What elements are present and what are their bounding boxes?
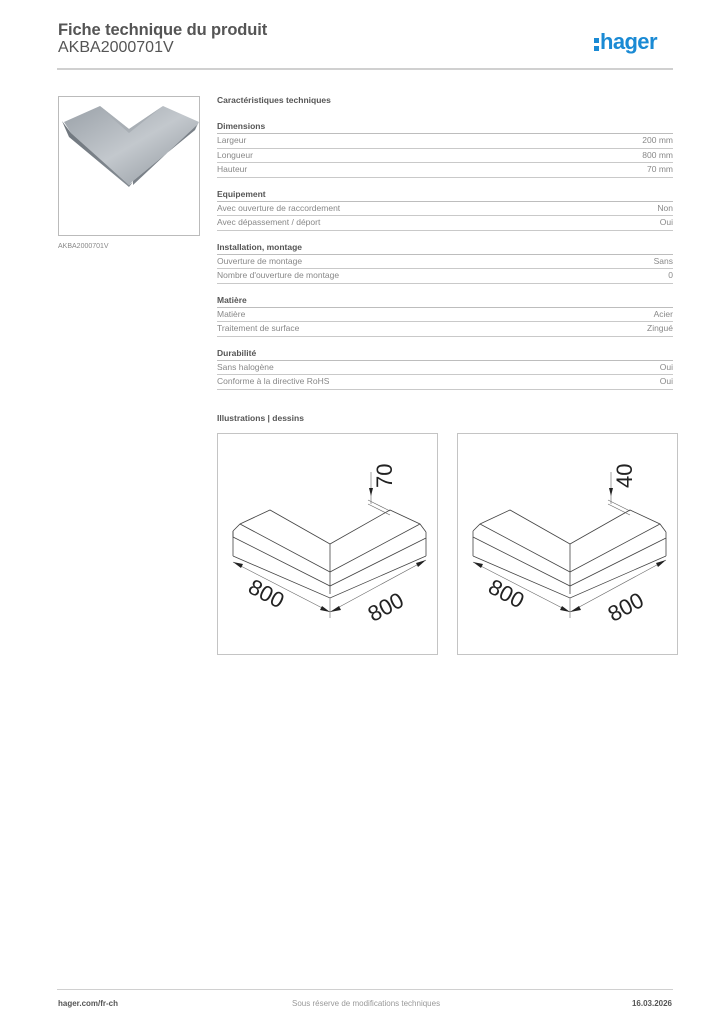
spec-row <box>217 149 673 164</box>
technical-drawing-2 <box>457 433 678 655</box>
section-title: Equipement <box>217 189 673 202</box>
spec-label: Nombre d'ouverture de montage <box>217 270 340 280</box>
corner-cover-image-icon <box>59 97 199 235</box>
spec-label: Matière <box>217 308 246 319</box>
footer-divider <box>57 989 673 990</box>
technical-drawing-1 <box>217 433 438 655</box>
spec-value: 70 mm <box>647 164 673 174</box>
corner-drawing-icon <box>458 434 679 656</box>
spec-label: Avec dépassement / déport <box>217 217 321 227</box>
height-dimension-label: 40 <box>612 463 637 488</box>
section-title: Installation, montage <box>217 242 673 255</box>
spec-value: Acier <box>653 308 673 319</box>
left-length-label: 800 <box>244 574 289 614</box>
spec-row <box>217 322 673 337</box>
hager-logo <box>594 29 657 55</box>
spec-row <box>217 308 673 323</box>
spec-value: Zingué <box>647 323 673 333</box>
spec-label: Sans halogène <box>217 361 274 372</box>
section-installation <box>217 242 673 284</box>
logo-text: hager <box>600 29 657 54</box>
spec-row <box>217 361 673 376</box>
product-code: AKBA2000701V <box>58 39 174 56</box>
section-dimensions <box>217 121 673 178</box>
spec-row <box>217 375 673 390</box>
footer-disclaimer: Sous réserve de modifications techniques <box>292 999 441 1008</box>
spec-row <box>217 216 673 231</box>
spec-label: Conforme à la directive RoHS <box>217 376 330 386</box>
section-title: Durabilité <box>217 348 673 361</box>
right-length-label: 800 <box>363 587 408 627</box>
spec-value: Non <box>657 202 673 213</box>
spec-label: Hauteur <box>217 164 248 174</box>
spec-label: Ouverture de montage <box>217 255 303 266</box>
spec-row <box>217 202 673 217</box>
product-image <box>58 96 200 236</box>
corner-drawing-icon <box>218 434 439 656</box>
illustrations-title: Illustrations | dessins <box>217 413 304 423</box>
section-matiere <box>217 295 673 337</box>
footer-website-link[interactable]: hager.com/fr-ch <box>58 999 119 1008</box>
header-divider <box>57 68 673 70</box>
technical-specs <box>217 95 673 401</box>
specs-title: Caractéristiques techniques <box>217 95 331 105</box>
spec-label: Traitement de surface <box>217 323 300 333</box>
spec-value: 800 mm <box>642 149 673 160</box>
spec-label: Largeur <box>217 135 247 145</box>
spec-value: Oui <box>659 217 673 227</box>
spec-value: Oui <box>659 361 673 372</box>
spec-label: Avec ouverture de raccordement <box>217 202 341 213</box>
spec-row <box>217 255 673 270</box>
height-dimension-label: 70 <box>372 463 397 488</box>
left-length-label: 800 <box>484 574 529 614</box>
spec-value: Oui <box>659 376 673 386</box>
section-title: Matière <box>217 295 673 308</box>
spec-row <box>217 134 673 149</box>
spec-label: Longueur <box>217 149 253 160</box>
logo-colon-icon <box>594 36 599 50</box>
page-title: Fiche technique du produit <box>58 21 268 39</box>
section-equipement <box>217 189 673 231</box>
spec-value: Sans <box>653 255 673 266</box>
spec-value: 200 mm <box>642 135 673 145</box>
section-title: Dimensions <box>217 121 673 134</box>
product-image-caption: AKBA2000701V <box>58 243 109 250</box>
spec-row <box>217 163 673 178</box>
spec-row <box>217 269 673 284</box>
footer-date: 16.03.2026 <box>631 999 672 1008</box>
section-durabilite <box>217 348 673 390</box>
spec-value: 0 <box>668 270 673 280</box>
right-length-label: 800 <box>603 587 648 627</box>
